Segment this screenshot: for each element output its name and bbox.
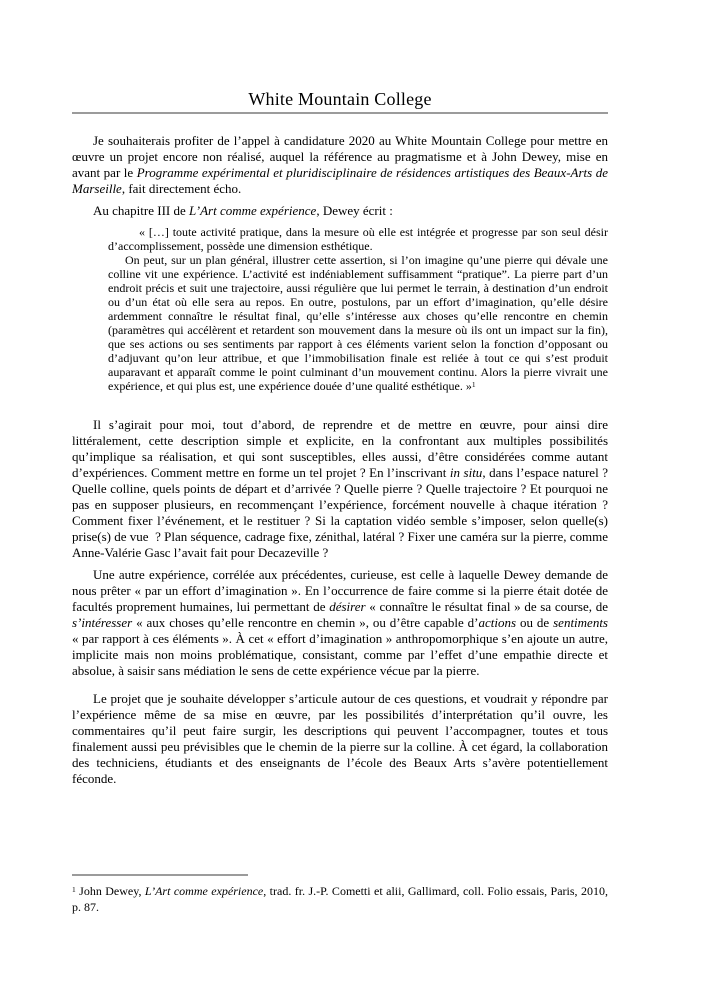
text-run: Une autre expérience, corrélée aux précédentes, curieuse, est celle à laquelle Dewey demande de nous prêter « par un effort d’imagination ». En l’occurrence de faire comme si la pierre était dotée de facultés proprement humaines, lui permettant de xyxy=(72,567,608,614)
text-run: « par rapport à ces éléments ». À cet « effort d’imagination » anthropomorphique s’en ajoute un autre, implicite mais non moins problématique, consistant, comme par l’effet d’une empathie directe et absolue, à saisir sans médiation le sens de cette expérience vécue par la pierre. xyxy=(72,631,608,678)
text-run: Le projet que je souhaite développer s’articule autour de ces questions, et voudrait y répondre par l’expérience même de sa mise en œuvre, par les possibilités d’interprétation qu’il ouvre, les commentaires qu’il peut faire surgir, les descriptions qui peuvent l’accompagner, toutes et tous finalement aussi peu prévisibles que le chemin de la pierre sur la colline. À cet égard, la collaboration des techniciens, étudiants et des enseignants de l’école des Beaux Arts s’avère potentiellement féconde. xyxy=(72,691,608,786)
document-header xyxy=(72,88,608,114)
text-run: Il s’agirait pour moi, tout d’abord, de reprendre et de mettre en œuvre, pour ainsi dire littéralement, cette description simple et explicite, en la confrontant aux multiples possibilités qu’implique sa réalisation, et qui sont susceptibles, elles aussi, d’être considérées comme autant d’expériences. Comment mettre en forme un tel projet ? En l’inscrivant xyxy=(72,417,608,480)
text-run: ou de xyxy=(516,615,554,630)
italic-text-run: in situ xyxy=(449,465,483,480)
text-run: , Dewey écrit : xyxy=(316,203,393,218)
paragraph-project-questions xyxy=(72,417,608,561)
text-run: , dans l’espace naturel ? Quelle colline, quels points de départ et d’arrivée ? Quelle pierre ? Quelle trajectoire ? Et pourquoi ne pas en supposer plusieurs, en recommençant l’expérience, forcément nouvelle à chaque itération ? Comment fixer l’événement, et le restituer ? Si la captation vidéo semble s’imposer, selon quelle(s) prise(s) de vue ? Plan séquence, cadrage fixe, zénithal, latéral ? Fixer une caméra sur la pierre, comme Anne-Valérie Gasc l’avait fait pour Decazeville ? xyxy=(72,465,608,560)
paragraph-conclusion xyxy=(72,691,608,787)
text-run: Au chapitre III de xyxy=(93,203,190,218)
italic-text-run: Programme expérimental et pluridisciplinaire de résidences artistiques des Beaux-Arts de Marseille xyxy=(72,165,609,196)
paragraph-candidature xyxy=(72,133,608,197)
paragraph-chapter-intro xyxy=(72,203,608,219)
document-body xyxy=(72,133,608,793)
quote-paragraph xyxy=(108,225,608,253)
italic-text-run: L’Art comme expérience xyxy=(189,203,317,218)
italic-text-run: désirer xyxy=(329,599,366,614)
italic-text-run: actions xyxy=(478,615,517,630)
text-run: , fait directement écho. xyxy=(121,181,242,196)
footnote-ref: 1 xyxy=(471,379,476,389)
page-title: White Mountain College xyxy=(248,89,432,109)
footnote xyxy=(72,883,608,915)
footnote-separator xyxy=(72,874,248,876)
title-rule xyxy=(72,112,608,114)
italic-text-run: L’Art comme expérience xyxy=(144,884,264,898)
paragraph-imagination xyxy=(72,567,608,679)
text-run: « connaître le résultat final » de sa course, de xyxy=(365,599,608,614)
text-run: « […] toute activité pratique, dans la mesure où elle est intégrée et progresse par son seul désir d’accomplissement, possède une dimension esthétique. xyxy=(108,225,608,253)
footnote-ref: 1 xyxy=(72,884,76,894)
text-run: , trad. fr. J.-P. Cometti et alii, Gallimard, coll. Folio essais, Paris, 2010, p. 87. xyxy=(72,884,608,914)
text-run: « aux choses qu’elle rencontre en chemin », ou d’être capable d’ xyxy=(132,615,479,630)
italic-text-run: s’intéresser xyxy=(72,615,133,630)
quote-paragraph xyxy=(108,253,608,393)
text-run: On peut, sur un plan général, illustrer cette assertion, si l’on imagine qu’une pierre qui dévale une colline vit une expérience. L’activité est indéniablement suffisamment “pratique”. La pierre part d’un endroit précis et suit une trajectoire, aussi régulière que lui permet le terrain, à destination d’un endroit ou d’un état où elle sera au repos. En outre, postulons, par un effort d’imagination, qu’elle désire ardemment connaître le résultat final, qu’elle s’intéresse aux choses qu’elle rencontre en chemin (paramètres qui accélèrent et retardent son mouvement dans la mesure où ils ont un impact sur la fin), que ses actions ou ses sentiments par rapport à ces éléments varient selon la fonction d’opposant ou d’adjuvant qu’on leur attribue, et que l’immobilisation finale est reliée à tout ce qui s’est produit auparavant et apparaît comme le point culminant d’un mouvement continu. Alors la pierre vivrait une expérience, et qui plus est, une expérience douée d’une qualité esthétique. » xyxy=(108,253,608,393)
footnote-area xyxy=(72,874,608,915)
text-run: Je souhaiterais profiter de l’appel à candidature 2020 au White Mountain College pour mettre en œuvre un projet encore non réalisé, auquel la référence au pragmatisme et à John Dewey, mise en avant par le xyxy=(72,133,608,180)
dewey-blockquote xyxy=(108,225,608,393)
italic-text-run: sentiments xyxy=(553,615,608,630)
text-run: John Dewey, xyxy=(75,884,145,898)
